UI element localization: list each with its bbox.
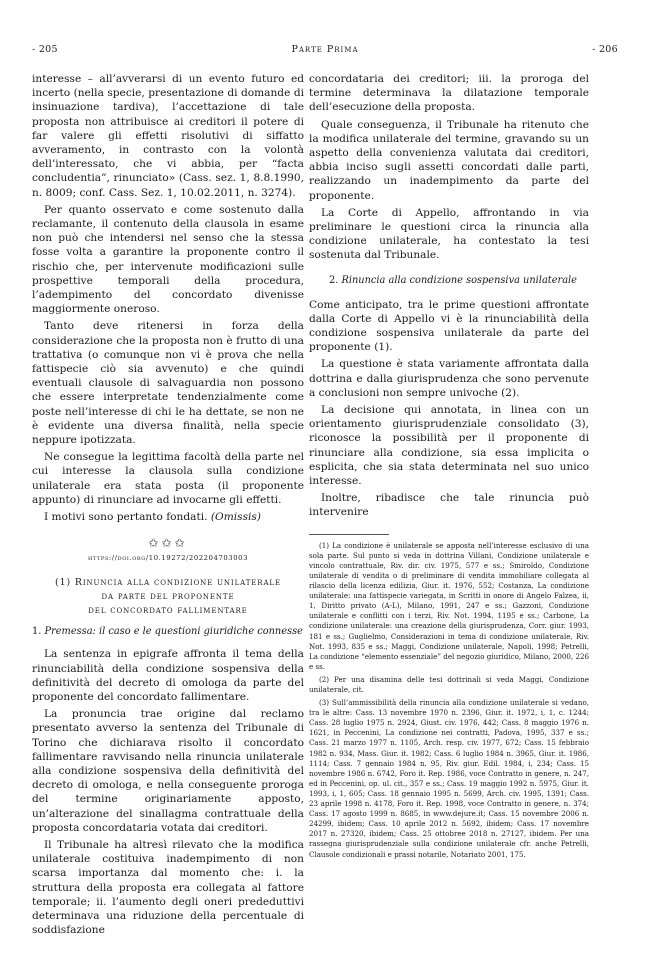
closing-text: I motivi sono pertanto fondati. bbox=[44, 511, 208, 524]
paragraph: La Corte di Appello, affrontando in via preliminare le questioni circa la rinuncia alla condizione unilaterale, ha contestato la tesi sostenuta dal Tribunale. bbox=[309, 206, 589, 262]
paragraph: Quale conseguenza, il Tribunale ha ritenuto che la modifica unilaterale del termine, gravando su un aspetto della convenienza valutata dai creditori, abbia inciso sugli assetti concordati dalle parti, realizzando un inadempimento da parte del proponente. bbox=[309, 118, 589, 202]
paragraph: Ne consegue la legittima facoltà della parte nel cui interesse la clausola sulla condizione unilaterale era stata posta (il proponente appunto) di rinunciare ad invocarne gli effetti. bbox=[32, 451, 304, 506]
subheading-text: Premessa: il caso e le questioni giuridiche connesse bbox=[44, 626, 303, 638]
doi-link[interactable]: https://doi.org/10.19272/202204703003 bbox=[88, 554, 248, 563]
paragraph: interesse – all’avverarsi di un evento futuro ed incerto (nella specie, presentazione di domande di insinuazione tardiva), l’accettazione di tale proposta non attribuisce ai creditori il potere di far valere gli effetti risolutivi di siffatto avveramento, in contrasto con la volontà dell’interessato, che vi abbia, per “facta concludentia”, rinunciato» (Cass. sez. 1, 8.8.1990, n. 8009; conf. Cass. Sez. 1, 10.02.2011, n. 3274). bbox=[32, 73, 304, 199]
subheading-number: 1. bbox=[32, 626, 42, 638]
page-number-right: - 206 bbox=[592, 44, 618, 55]
paragraph: concordataria dei creditori; iii. la proroga del termine determinava la dilatazione temporale dell’esecuzione della proposta. bbox=[309, 73, 589, 114]
section-title bbox=[32, 576, 304, 618]
running-header bbox=[32, 44, 618, 58]
section-title-line: del concordato fallimentare bbox=[88, 605, 248, 617]
paragraph: Inoltre, ribadisce che tale rinuncia può intervenire bbox=[309, 492, 589, 519]
paragraph: Come anticipato, tra le prime questioni affrontate dalla Corte di Appello vi è la rinunciabilità della condizione sospensiva unilaterale da parte del proponente (1). bbox=[309, 298, 589, 354]
section-title-line: da parte del proponente bbox=[101, 591, 235, 603]
footnote: (1) La condizione è unilaterale se apposta nell’interesse esclusivo di una sola parte. Sul punto si veda in dottrina Villani, Condizione unilaterale e vincolo contrattuale, Riv. dir. civ. 1975, 577 e ss.; Smiroldo, Condizione unilaterale di vendita o di preliminare di vendita immobiliare collegata al rilascio della licenza edilizia, Giur. it. 1976, 552; Costanza, La condizione unilaterale: una fattispecie variegata, in Scritti in onore di Angelo Falzea, ii, 1, Diritto privato (A-L), Milano, 1991, 247 e ss.; Gazzoni, Condizione unilaterale e conflitti con i terzi, Riv. Not. 1994, 1195 e ss.; Carbone, La condizione unilaterale: una creazione della giurisprudenza, Corr. giur. 1993, 181 e ss.; Guglielmo, Considerazioni in tema di condizione unilaterale, Riv. Not. 1993, 835 e ss.; Maggi, Condizione unilaterale, Napoli, 1998; Petrelli, La condizione “elemento essenziale” del negozio giuridico, Milano, 2000, 226 e ss. bbox=[309, 540, 589, 671]
left-column bbox=[32, 72, 304, 940]
page-number-left: - 205 bbox=[32, 44, 58, 55]
omissis-text: (Omissis) bbox=[210, 511, 261, 524]
footnote: (2) Per una disamina delle tesi dottrinali si veda Maggi, Condizione unilaterale, cit. bbox=[309, 674, 589, 694]
paragraph: La questione è stata variamente affrontata dalla dottrina e dalla giurisprudenza che sono pervenute a conclusioni non sempre univoche (2). bbox=[309, 358, 589, 399]
paragraph: Il Tribunale ha altresì rilevato che la modifica unilaterale costituiva inadempimento di non scarsa importanza dal momento che: i. la struttura della proposta era collegata al fattore temporale; ii. l’aumento degli oneri prededuttivi determinava una riduzione della percentuale di soddisfazione bbox=[32, 838, 304, 937]
paragraph: La decisione qui annotata, in linea con un orientamento giurisprudenziale consolidato (3), riconosce la possibilità per il proponente di rinunciare alla condizione, sia essa implicita o esplicita, che sia stata determinata nel suo unico interesse. bbox=[309, 404, 589, 488]
paragraph-closing bbox=[32, 510, 304, 524]
running-title: Parte Prima bbox=[291, 44, 359, 55]
right-column bbox=[309, 72, 589, 863]
paragraph: La pronuncia trae origine dal reclamo presentato avverso la sentenza del Tribunale di Torino che dichiarava risolto il concordato fallimentare ravvisando nella rinuncia unilaterale alla condizione sospensiva della definitività del decreto di omologa, e nella conseguente proroga del termine originariamente apposto, un’alterazione del sinallagma contrattuale della proposta concordataria votata dai creditori. bbox=[32, 708, 304, 834]
footnote: (3) Sull’ammissibilità della rinuncia alla condizione unilaterale si vedano, tra le altre: Cass. 13 novembre 1970 n. 2396, Giur. it. 1972, i, 1, c. 1244; Cass. 28 luglio 1975 n. 2924, Giust. civ. 1976, 442; Cass. 8 maggio 1976 n. 1621, in Peccenini, La condizione nei contratti, Padova, 1995, 337 e ss.; Cass. 21 marzo 1977 n. 1105, Arch. resp. civ. 1977, 672; Cass. 15 febbraio 1982 n. 934, Mass. Giur. it. 1982; Cass. 6 luglio 1984 n. 3965, Giur. it. 1986, 1114; Cass. 7 gennaio 1984 n. 95, Riv. giur. Edil. 1984, i, 234; Cass. 15 novembre 1986 n. 6742, Foro it. Rep. 1986, voce Contratto in genere, n. 247, ed in Peccenini, op. ul. cit., 357 e ss.; Cass. 19 maggio 1992 n. 5975, Giur. it. 1993, i, 1, 605; Cass. 18 gennaio 1995 n. 5699, Arch. civ. 1995, 1391; Cass. 23 aprile 1998 n. 4178, Foro it. Rep. 1998, voce Contratto in genere, n. 374; Cass. 17 agosto 1999 n. 8685, in www.dejure.it; Cass. 15 novembre 2006 n. 24299, ibidem; Cass. 10 aprile 2012 n. 5692, ibidem; Cass. 17 novembre 2017 n. 27320, ibidem; Cass. 25 ottobree 2018 n. 27127, ibidem. Per una rassegna giurisprudenziale sulla condizione unilaterale cfr. anche Petrelli, Clausole condizionali e prassi notarile, Notariato 2001, 175. bbox=[309, 698, 589, 859]
footnote-divider bbox=[309, 534, 389, 535]
paragraph: Tanto deve ritenersi in forza della considerazione che la proposta non è frutto di una trattativa (o comunque non vi è prova che nella fattispecie ciò sia avvenuto) e che quindi eventuali clausole di salvaguardia non possono che essere interpretate tendenzialmente come poste nell’interesse di chi le ha dettate, se non ne è evidente una diversa finalità, nella specie neppure ipotizzata. bbox=[32, 320, 304, 447]
subheading bbox=[329, 275, 589, 286]
paragraph: Per quanto osservato e come sostenuto dalla reclamante, il contenuto della clausola in esame non può che intendersi nel senso che la stessa fosse volta a garantire la proponente contro il rischio che, per intervenute modificazioni sulle prospettive temporali della procedura, l’adempimento del concordato divenisse maggiormente oneroso. bbox=[32, 203, 304, 316]
section-title-line: (1) Rinuncia alla condizione unilaterale bbox=[55, 577, 281, 589]
subheading bbox=[32, 626, 304, 637]
subheading-number: 2. bbox=[329, 274, 339, 286]
paragraph: La sentenza in epigrafe affronta il tema della rinunciabilità della condizione sospensiva della definitività del decreto di omologa da parte del proponente del concordato fallimentare. bbox=[32, 648, 304, 703]
subheading-text: Rinuncia alla condizione sospensiva unilaterale bbox=[341, 274, 577, 286]
separator-stars: ✩✩✩ bbox=[148, 536, 188, 551]
